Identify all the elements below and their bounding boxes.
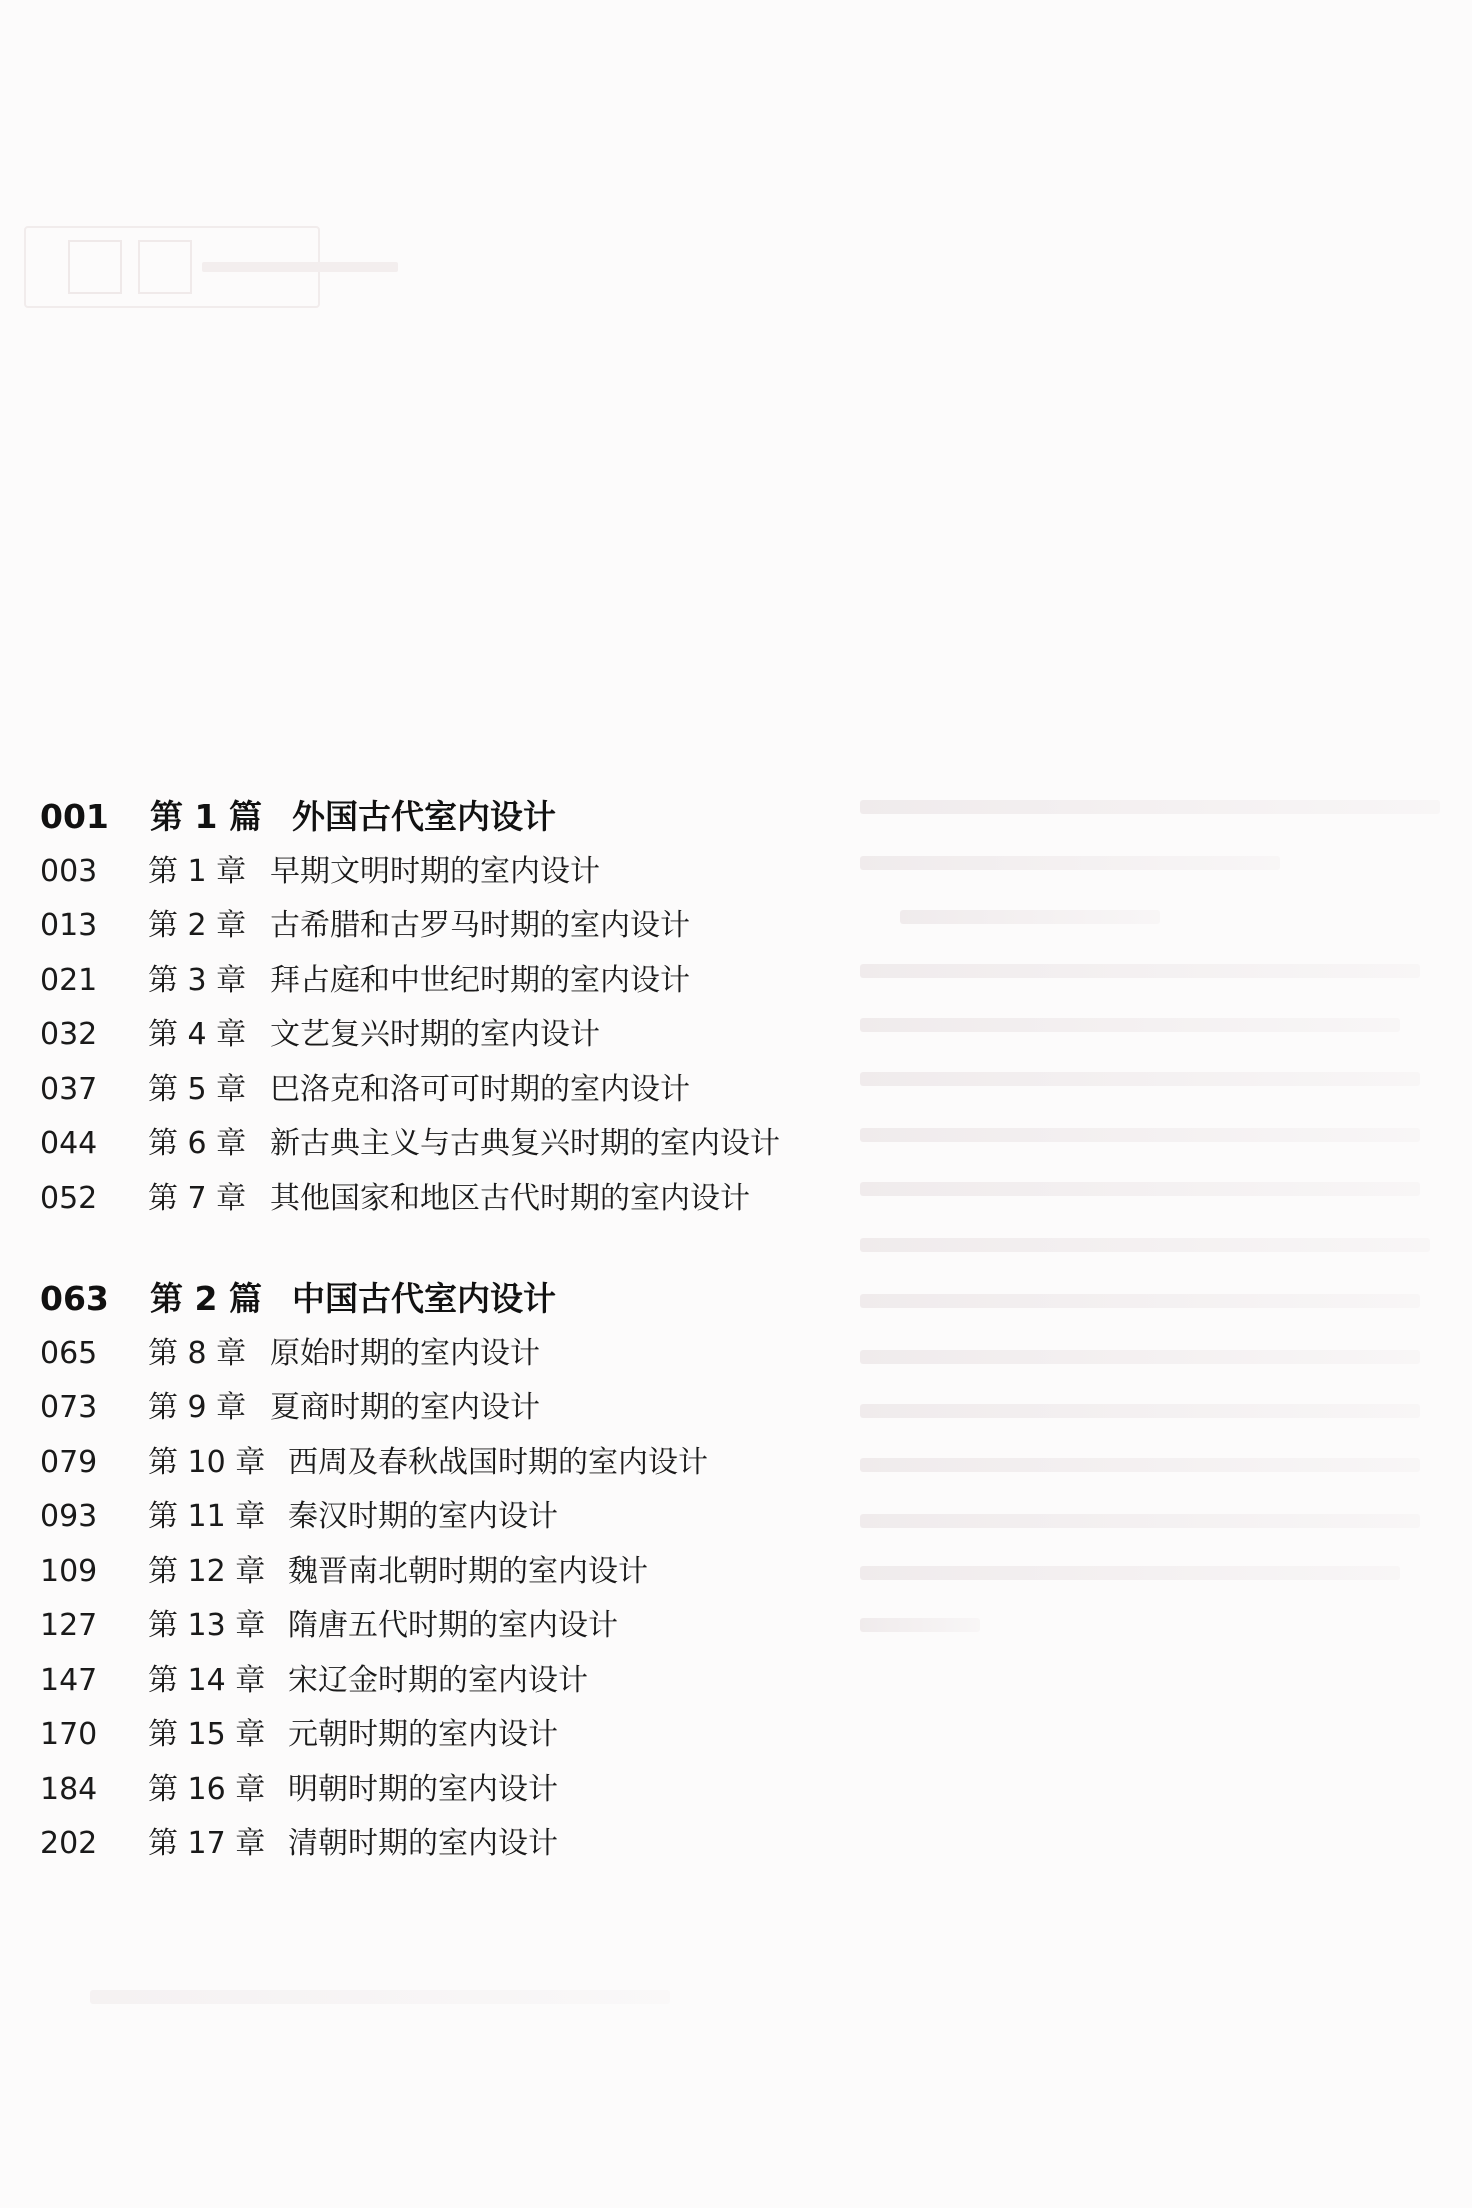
- toc-chapter-8[interactable]: [40, 1327, 1140, 1382]
- toc-chapter-9[interactable]: [40, 1381, 1140, 1436]
- toc-chapter-title: 原始时期的室内设计: [270, 1335, 540, 1371]
- toc-chapter-label: 第 14 章: [148, 1662, 266, 1698]
- toc-chapter-label: 第 6 章: [148, 1126, 247, 1161]
- toc-chapter-label: 第 10 章: [148, 1444, 266, 1480]
- faint-stamp-mark: [24, 226, 320, 308]
- toc-chapter-title: 古希腊和古罗马时期的室内设计: [270, 908, 690, 943]
- toc-chapter-title: 巴洛克和洛可可时期的室内设计: [270, 1071, 690, 1107]
- toc-chapter-label: 第 13 章: [148, 1608, 266, 1643]
- toc-page-number: 093: [40, 1499, 98, 1534]
- toc-page-number: 170: [40, 1717, 98, 1752]
- toc-chapter-label: 第 2 章: [148, 908, 247, 943]
- toc-part-title: 外国古代室内设计: [292, 797, 556, 836]
- toc-chapter-title: 明朝时期的室内设计: [288, 1771, 558, 1807]
- toc-chapter-6[interactable]: [40, 1117, 1140, 1172]
- toc-chapter-label: 第 4 章: [148, 1017, 247, 1052]
- toc-chapter-5[interactable]: [40, 1063, 1140, 1118]
- toc-page-number: 073: [40, 1390, 98, 1425]
- toc-page-number: 184: [40, 1771, 98, 1807]
- toc-chapter-12[interactable]: [40, 1545, 1140, 1600]
- toc-chapter-label: 第 12 章: [148, 1553, 266, 1589]
- toc-page-number: 052: [40, 1180, 98, 1216]
- toc-chapter-label: 第 17 章: [148, 1826, 266, 1861]
- toc-page-number: 127: [40, 1608, 98, 1643]
- bleed-through-line: [90, 1990, 670, 2004]
- toc-chapter-title: 元朝时期的室内设计: [288, 1717, 558, 1752]
- toc-chapter-1[interactable]: [40, 845, 1140, 900]
- toc-chapter-label: 第 3 章: [148, 962, 247, 998]
- toc-part-1[interactable]: [40, 790, 1140, 845]
- toc-page-number: 013: [40, 908, 98, 943]
- toc-part-label: 第 2 篇: [150, 1279, 262, 1318]
- toc-page-number: 037: [40, 1071, 98, 1107]
- toc-chapter-title: 魏晋南北朝时期的室内设计: [288, 1553, 648, 1589]
- table-of-contents: [40, 790, 1140, 1872]
- toc-chapter-4[interactable]: [40, 1008, 1140, 1063]
- toc-chapter-title: 夏商时期的室内设计: [270, 1390, 540, 1425]
- stamp-box-2: [138, 240, 192, 294]
- stamp-box-1: [68, 240, 122, 294]
- toc-chapter-title: 隋唐五代时期的室内设计: [288, 1608, 618, 1643]
- toc-part-label: 第 1 篇: [150, 797, 262, 836]
- toc-chapter-11[interactable]: [40, 1490, 1140, 1545]
- toc-page-number: 001: [40, 797, 109, 836]
- toc-chapter-label: 第 15 章: [148, 1717, 266, 1752]
- toc-chapter-17[interactable]: [40, 1817, 1140, 1872]
- toc-chapter-title: 宋辽金时期的室内设计: [288, 1662, 588, 1698]
- toc-chapter-label: 第 7 章: [148, 1180, 247, 1216]
- toc-page-number: 109: [40, 1553, 98, 1589]
- toc-chapter-7[interactable]: [40, 1172, 1140, 1227]
- toc-page-number: 202: [40, 1826, 98, 1861]
- toc-chapter-15[interactable]: [40, 1708, 1140, 1763]
- toc-chapter-13[interactable]: [40, 1599, 1140, 1654]
- toc-chapter-title: 其他国家和地区古代时期的室内设计: [270, 1180, 750, 1216]
- toc-page-number: 044: [40, 1126, 98, 1161]
- toc-page-number: 021: [40, 962, 98, 998]
- toc-chapter-3[interactable]: [40, 954, 1140, 1009]
- toc-page-number: 032: [40, 1017, 98, 1052]
- stamp-bar: [202, 262, 398, 272]
- toc-chapter-label: 第 9 章: [148, 1390, 247, 1425]
- toc-chapter-title: 清朝时期的室内设计: [288, 1826, 558, 1861]
- toc-chapter-title: 文艺复兴时期的室内设计: [270, 1017, 600, 1052]
- toc-part-2[interactable]: [40, 1272, 1140, 1327]
- toc-part-title: 中国古代室内设计: [292, 1279, 556, 1318]
- toc-page-number: 147: [40, 1662, 98, 1698]
- toc-chapter-label: 第 16 章: [148, 1771, 266, 1807]
- toc-page-number: 079: [40, 1444, 98, 1480]
- toc-chapter-label: 第 1 章: [148, 853, 247, 889]
- toc-page-number: 065: [40, 1335, 98, 1371]
- toc-chapter-title: 秦汉时期的室内设计: [288, 1499, 558, 1534]
- toc-page-number: 063: [40, 1279, 109, 1318]
- toc-chapter-label: 第 8 章: [148, 1335, 247, 1371]
- toc-chapter-title: 拜占庭和中世纪时期的室内设计: [270, 962, 690, 998]
- toc-section-gap: [40, 1226, 1140, 1272]
- toc-chapter-10[interactable]: [40, 1436, 1140, 1491]
- toc-chapter-title: 早期文明时期的室内设计: [270, 853, 600, 889]
- toc-chapter-label: 第 5 章: [148, 1071, 247, 1107]
- toc-chapter-16[interactable]: [40, 1763, 1140, 1818]
- toc-chapter-title: 西周及春秋战国时期的室内设计: [288, 1444, 708, 1480]
- toc-page-number: 003: [40, 853, 98, 889]
- toc-chapter-14[interactable]: [40, 1654, 1140, 1709]
- toc-chapter-title: 新古典主义与古典复兴时期的室内设计: [270, 1126, 780, 1161]
- toc-chapter-label: 第 11 章: [148, 1499, 266, 1534]
- toc-chapter-2[interactable]: [40, 899, 1140, 954]
